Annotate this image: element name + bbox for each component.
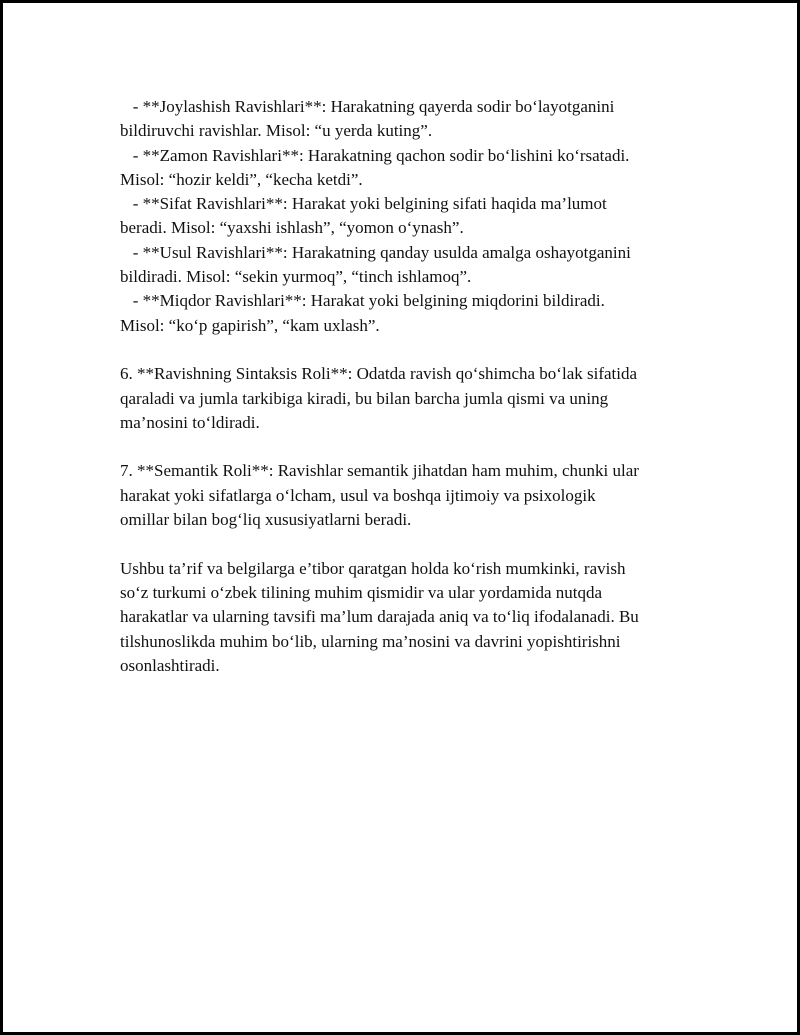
conclusion-paragraph xyxy=(120,557,710,678)
paragraph-gap xyxy=(120,532,710,556)
text-line: bildiruvchi ravishlar. Misol: “u yerda kuting”. xyxy=(120,121,433,141)
paragraph-gap xyxy=(120,435,710,459)
text-line: harakatlar va ularning tavsifi ma’lum darajada aniq va to‘liq ifodalanadi. Bu xyxy=(120,607,639,627)
text-line: bildiradi. Misol: “sekin yurmoq”, “tinch ishlamoq”. xyxy=(120,267,472,287)
section-6-paragraph xyxy=(120,362,710,435)
list-item-sifat xyxy=(120,192,710,241)
text-line: beradi. Misol: “yaxshi ishlash”, “yomon o‘ynash”. xyxy=(120,218,464,238)
text-line: qaraladi va jumla tarkibiga kiradi, bu bilan barcha jumla qismi va uning xyxy=(120,388,609,408)
section-7-paragraph xyxy=(120,459,710,532)
document-body xyxy=(120,95,710,678)
list-item-zamon xyxy=(120,144,710,193)
text-line: tilshunoslikda muhim bo‘lib, ularning ma’nosini va davrini yopishtirishni xyxy=(120,631,621,651)
text-line: - **Sifat Ravishlari**: Harakat yoki belgining sifati haqida ma’lumot xyxy=(120,194,607,214)
text-line: omillar bilan bog‘liq xususiyatlarni beradi. xyxy=(120,510,412,530)
text-line: ma’nosini to‘ldiradi. xyxy=(120,412,260,432)
text-line: - **Miqdor Ravishlari**: Harakat yoki belgining miqdorini bildiradi. xyxy=(120,291,605,311)
paragraph-gap xyxy=(120,338,710,362)
text-line: Misol: “hozir keldi”, “kecha ketdi”. xyxy=(120,169,363,189)
text-line: harakat yoki sifatlarga o‘lcham, usul va boshqa ijtimoiy va psixologik xyxy=(120,485,596,505)
text-line: 7. **Semantik Roli**: Ravishlar semantik jihatdan ham muhim, chunki ular xyxy=(120,461,639,481)
text-line: so‘z turkumi o‘zbek tilining muhim qismidir va ular yordamida nutqda xyxy=(120,582,603,602)
list-item-joylashish xyxy=(120,95,710,144)
text-line: Ushbu ta’rif va belgilarga e’tibor qaratgan holda ko‘rish mumkinki, ravish xyxy=(120,558,626,578)
list-item-miqdor xyxy=(120,289,710,338)
text-line: 6. **Ravishning Sintaksis Roli**: Odatda ravish qo‘shimcha bo‘lak sifatida xyxy=(120,364,638,384)
text-line: osonlashtiradi. xyxy=(120,655,220,675)
list-item-usul xyxy=(120,241,710,290)
text-line: - **Usul Ravishlari**: Harakatning qanday usulda amalga oshayotganini xyxy=(120,242,631,262)
text-line: Misol: “ko‘p gapirish”, “kam uxlash”. xyxy=(120,315,380,335)
text-line: - **Zamon Ravishlari**: Harakatning qachon sodir bo‘lishini ko‘rsatadi. xyxy=(120,145,630,165)
text-line: - **Joylashish Ravishlari**: Harakatning qayerda sodir bo‘layotganini xyxy=(120,97,615,116)
